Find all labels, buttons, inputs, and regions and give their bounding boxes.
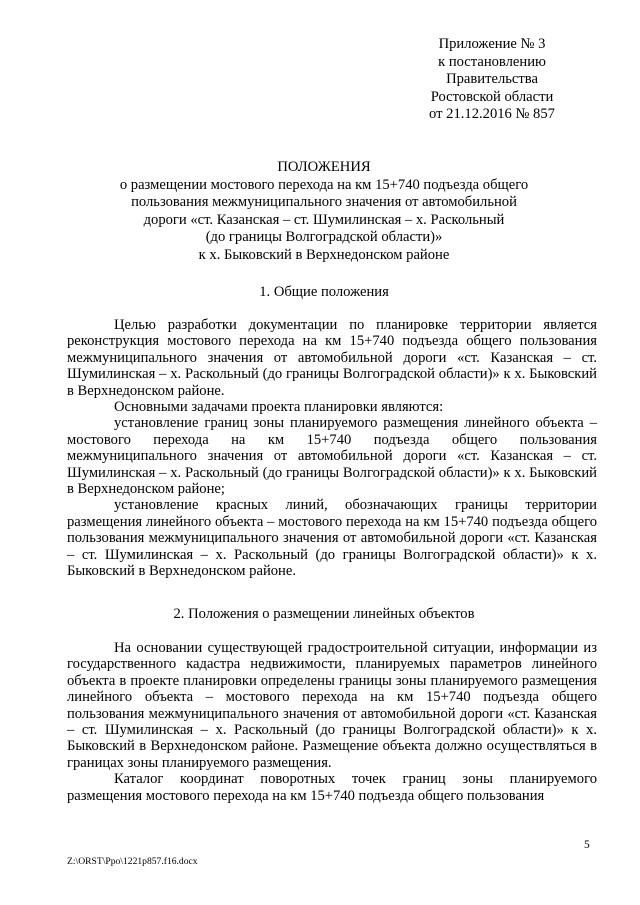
page-number: 5	[584, 839, 590, 851]
document-title: ПОЛОЖЕНИЯ	[277, 159, 371, 175]
section-2-title: 2. Положения о размещении линейных объектов	[173, 606, 475, 622]
attachment-line: от 21.12.2016 № 857	[429, 106, 555, 123]
section-1-paragraph: установление границ зоны планируемого размещения линейного объекта – мостового перехода на км 15+740 подъезда общего пользования межмуниципального значения от автомобильной дороги «ст. Казанская – ст. Шумилинская – х. Раскольный (до границы Волгоградской области)» к х. Быковский в Верхнедонском районе;	[67, 415, 597, 498]
attachment-line: Правительства	[446, 71, 538, 88]
document-subtitle-line: о размещении мостового перехода на км 15+740 подъезда общего	[119, 176, 529, 193]
section-2-body	[67, 640, 597, 804]
section-1-title: 1. Общие положения	[259, 284, 389, 300]
attachment-line: к постановлению	[438, 53, 546, 70]
section-2-paragraph: Каталог координат поворотных точек границ зоны планируемого размещения мостового перехода на км 15+740 подъезда общего пользования	[67, 771, 597, 804]
attachment-line: Ростовской области	[430, 88, 554, 105]
section-1-paragraph: Целью разработки документации по планировке территории является реконструкция мостового перехода на км 15+740 подъезда общего пользования межмуниципального значения от автомобильной дороги «ст. Казанская – ст. Шумилинская – х. Раскольный (до границы Волгоградской области)» к х. Быковский в Верхнедонском районе.	[67, 317, 597, 399]
section-1-paragraph: установление красных линий, обозначающих границы территории размещения линейного объекта – мостового перехода на км 15+740 подъезда общего пользования межмуниципального значения от автомобильной дороги «ст. Казанская – ст. Шумилинская – х. Раскольный (до границы Волгоградской области)» к х. Быковский в Верхнедонском районе.	[67, 497, 597, 580]
document-subtitle-line: пользования межмуниципального значения от автомобильной	[131, 194, 517, 211]
attachment-note	[400, 36, 584, 124]
section-2-paragraph: На основании существующей градостроительной ситуации, информации из государственного кадастра недвижимости, планируемых параметров линейного объекта в проекте планировки определены границы зоны планируемого размещения линейного объекта – мостового перехода на км 15+740 подъезда общего пользования межмуниципального значения от автомобильной дороги «ст. Казанская – ст. Шумилинская – х. Раскольный (до границы Волгоградской области)» к х. Быковский в Верхнедонском районе. Размещение объекта должно осуществляться в границах зоны планируемого размещения.	[67, 640, 597, 771]
document-subtitle-line: (до границы Волгоградской области)»	[205, 229, 443, 246]
attachment-line: Приложение № 3	[438, 36, 546, 52]
document-heading	[60, 159, 588, 265]
file-path: Z:\ORST\Ppo\1221p857.f16.docx	[67, 856, 198, 867]
document-subtitle-line: дороги «ст. Казанская – ст. Шумилинская – х. Раскольный	[143, 211, 505, 228]
section-1-body	[67, 317, 597, 580]
section-1-paragraph: Основными задачами проекта планировки являются:	[114, 399, 444, 416]
document-subtitle-line: к х. Быковский в Верхнедонском районе	[198, 246, 450, 263]
